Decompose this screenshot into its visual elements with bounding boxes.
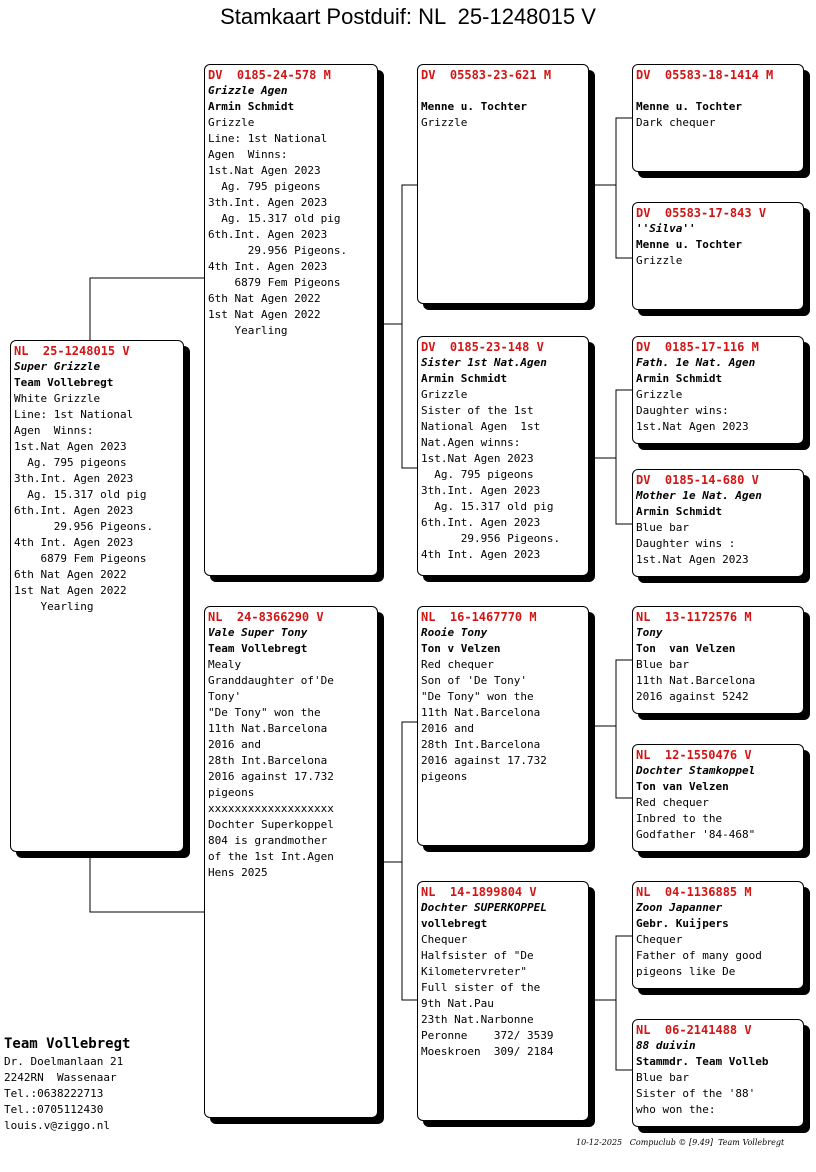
info-line: 11th Nat.Barcelona bbox=[421, 706, 541, 719]
breeder-name: Menne u. Tochter bbox=[636, 238, 742, 251]
info-line: Agen Winns: bbox=[14, 424, 94, 437]
pedigree-card-mf[interactable] bbox=[417, 606, 589, 846]
pigeon-name: Super Grizzle bbox=[14, 360, 101, 373]
info-line: Blue bar bbox=[636, 521, 689, 534]
info-line: who won the: bbox=[636, 1103, 716, 1116]
info-line: 6th Nat Agen 2022 bbox=[14, 568, 127, 581]
info-line: pigeons like De bbox=[636, 965, 736, 978]
info-line: 6th.Int. Agen 2023 bbox=[421, 516, 541, 529]
ring-number: NL 13-1172576 M bbox=[636, 610, 752, 624]
connector-ff-fff bbox=[590, 118, 632, 185]
info-line: Nat.Agen winns: bbox=[421, 436, 521, 449]
pedigree-card-mff[interactable] bbox=[632, 606, 804, 714]
info-line: of the 1st Int.Agen bbox=[208, 850, 334, 863]
page-title: Stamkaart Postduif: NL 25-1248015 V bbox=[220, 4, 596, 29]
info-line: 1st.Nat Agen 2023 bbox=[636, 420, 749, 433]
connector-mf-mff bbox=[590, 660, 632, 726]
info-line: Full sister of the bbox=[421, 981, 541, 994]
owner-name: Team Vollebregt bbox=[4, 1036, 131, 1052]
owner-block bbox=[4, 1034, 130, 1134]
info-line: Blue bar bbox=[636, 658, 689, 671]
info-line: 4th Int. Agen 2023 bbox=[421, 548, 541, 561]
pedigree-card-father[interactable] bbox=[204, 64, 378, 576]
owner-address: Dr. Doelmanlaan 21 bbox=[4, 1055, 124, 1068]
info-line: Chequer bbox=[636, 933, 683, 946]
info-line: Halfsister of "De bbox=[421, 949, 534, 962]
ring-number: DV 05583-23-621 M bbox=[421, 68, 552, 82]
ring-number: DV 0185-23-148 V bbox=[421, 340, 544, 354]
breeder-name: vollebregt bbox=[421, 917, 488, 930]
pigeon-name: Zoon Japanner bbox=[636, 901, 723, 914]
info-line: Chequer bbox=[421, 933, 468, 946]
info-line: 29.956 Pigeons. bbox=[14, 520, 154, 533]
breeder-name: Ton v Velzen bbox=[421, 642, 501, 655]
info-line: Line: 1st National bbox=[208, 132, 328, 145]
info-line: 6879 Fem Pigeons bbox=[208, 276, 341, 289]
info-line: Grizzle bbox=[421, 116, 468, 129]
pigeon-name: ''Silva'' bbox=[636, 222, 696, 235]
info-line: Inbred to the bbox=[636, 812, 723, 825]
info-line: Ag. 15.317 old pig bbox=[421, 500, 554, 513]
info-line: Daughter wins: bbox=[636, 404, 729, 417]
info-line: 2016 against 17.732 bbox=[208, 770, 334, 783]
breeder-name: Armin Schmidt bbox=[636, 372, 723, 385]
pedigree-card-mmm[interactable] bbox=[632, 1019, 804, 1127]
info-line: Ag. 15.317 old pig bbox=[14, 488, 147, 501]
info-line: 804 is grandmother bbox=[208, 834, 328, 847]
breeder-name: Ton van Velzen bbox=[636, 642, 736, 655]
info-line: 4th Int. Agen 2023 bbox=[14, 536, 134, 549]
info-line: Grizzle bbox=[636, 388, 683, 401]
info-line: 11th Nat.Barcelona bbox=[636, 674, 756, 687]
pedigree-card-mm[interactable] bbox=[417, 881, 589, 1121]
info-line: Sister of the '88' bbox=[636, 1087, 756, 1100]
info-line: 4th Int. Agen 2023 bbox=[208, 260, 328, 273]
info-line: "De Tony" won the bbox=[421, 690, 534, 703]
pedigree-card-subject[interactable] bbox=[10, 340, 184, 852]
connector-fm-fmf bbox=[590, 390, 632, 458]
connector-subject-mother bbox=[90, 856, 204, 912]
info-line: Red chequer bbox=[421, 658, 494, 671]
info-line: 6879 Fem Pigeons bbox=[14, 552, 147, 565]
info-line: Mealy bbox=[208, 658, 242, 671]
info-line: 9th Nat.Pau bbox=[421, 997, 494, 1010]
info-line: 2016 against 17.732 bbox=[421, 754, 547, 767]
info-line: 6th.Int. Agen 2023 bbox=[208, 228, 328, 241]
info-line: 23th Nat.Narbonne bbox=[421, 1013, 534, 1026]
ring-number: DV 0185-14-680 V bbox=[636, 473, 759, 487]
connector-mm-mmf bbox=[590, 936, 632, 1000]
ring-number: DV 0185-17-116 M bbox=[636, 340, 759, 354]
info-line: 6th.Int. Agen 2023 bbox=[14, 504, 134, 517]
info-line: 2016 and bbox=[421, 722, 474, 735]
info-line: 2016 against 5242 bbox=[636, 690, 749, 703]
breeder-name: Armin Schmidt bbox=[636, 505, 723, 518]
pigeon-name: 88 duivin bbox=[636, 1039, 696, 1052]
footer-print-info: 10-12-2025 Compuclub © [9.49] Team Vollebregt bbox=[576, 1138, 785, 1147]
info-line: Father of many good bbox=[636, 949, 762, 962]
connector-mother-mf bbox=[380, 722, 417, 862]
owner-phone-2: Tel.:0705112430 bbox=[4, 1103, 104, 1116]
pedigree-card-fff[interactable] bbox=[632, 64, 804, 172]
info-line: Red chequer bbox=[636, 796, 709, 809]
info-line: Daughter wins : bbox=[636, 537, 736, 550]
info-line: Yearling bbox=[14, 600, 94, 613]
pedigree-card-fmm[interactable] bbox=[632, 469, 804, 577]
info-line: Moeskroen 309/ 2184 bbox=[421, 1045, 554, 1058]
connector-father-fm bbox=[402, 324, 417, 468]
info-line: Kilometervreter" bbox=[421, 965, 527, 978]
info-line: pigeons bbox=[421, 770, 468, 783]
info-line: Ag. 15.317 old pig bbox=[208, 212, 341, 225]
connector-subject-father bbox=[90, 278, 204, 340]
info-line: 1st Nat Agen 2022 bbox=[208, 308, 321, 321]
pedigree-card-fm[interactable] bbox=[417, 336, 589, 576]
info-line: Grizzle bbox=[421, 388, 468, 401]
pedigree-card-mmf[interactable] bbox=[632, 881, 804, 989]
info-line: 6th Nat Agen 2022 bbox=[208, 292, 321, 305]
breeder-name: Team Vollebregt bbox=[208, 642, 308, 655]
pedigree-card-ff[interactable] bbox=[417, 64, 589, 304]
info-line: Grizzle bbox=[636, 254, 683, 267]
info-line: 1st.Nat Agen 2023 bbox=[14, 440, 127, 453]
info-line: 29.956 Pigeons. bbox=[208, 244, 348, 257]
info-line: "De Tony" won the bbox=[208, 706, 321, 719]
info-line: Granddaughter of'De bbox=[208, 674, 334, 687]
info-line: Dark chequer bbox=[636, 116, 716, 129]
pigeon-name: Grizzle Agen bbox=[208, 84, 288, 97]
info-line: National Agen 1st bbox=[421, 420, 541, 433]
pedigree-card-fmf[interactable] bbox=[632, 336, 804, 444]
breeder-name: Stammdr. Team Volleb bbox=[636, 1055, 769, 1068]
connector-father-ff bbox=[380, 185, 417, 324]
ring-number: DV 05583-17-843 V bbox=[636, 206, 767, 220]
pigeon-name bbox=[421, 83, 585, 99]
info-line: 2016 and bbox=[208, 738, 261, 751]
info-line: 11th Nat.Barcelona bbox=[208, 722, 328, 735]
info-line: 1st.Nat Agen 2023 bbox=[636, 553, 749, 566]
pigeon-name: Fath. 1e Nat. Agen bbox=[636, 356, 756, 369]
info-line: 29.956 Pigeons. bbox=[421, 532, 561, 545]
connector-mf-mfm bbox=[616, 726, 632, 798]
info-line: Agen Winns: bbox=[208, 148, 288, 161]
pigeon-name: Mother 1e Nat. Agen bbox=[636, 489, 762, 502]
info-line: Peronne 372/ 3539 bbox=[421, 1029, 554, 1042]
pedigree-card-mfm[interactable] bbox=[632, 744, 804, 852]
info-line: 28th Int.Barcelona bbox=[208, 754, 328, 767]
owner-postcode: 2242RN Wassenaar bbox=[4, 1071, 117, 1084]
breeder-name: Armin Schmidt bbox=[421, 372, 508, 385]
breeder-name: Menne u. Tochter bbox=[636, 100, 742, 113]
connector-fm-fmm bbox=[616, 458, 632, 524]
info-line: Ag. 795 pigeons bbox=[421, 468, 534, 481]
info-line: 3th.Int. Agen 2023 bbox=[208, 196, 328, 209]
ring-number: NL 25-1248015 V bbox=[14, 344, 130, 358]
breeder-name: Menne u. Tochter bbox=[421, 100, 527, 113]
info-line: Ag. 795 pigeons bbox=[208, 180, 321, 193]
pigeon-name bbox=[636, 83, 800, 99]
info-line: Yearling bbox=[208, 324, 288, 337]
info-line: Ag. 795 pigeons bbox=[14, 456, 127, 469]
owner-phone-1: Tel.:0638222713 bbox=[4, 1087, 104, 1100]
pigeon-name: Sister 1st Nat.Agen bbox=[421, 356, 547, 369]
pedigree-card-mother[interactable] bbox=[204, 606, 378, 1118]
info-line: 1st.Nat Agen 2023 bbox=[421, 452, 534, 465]
breeder-name: Ton van Velzen bbox=[636, 780, 729, 793]
info-line: Dochter Superkoppel bbox=[208, 818, 334, 831]
connector-mother-mm bbox=[402, 862, 417, 1000]
info-line: Godfather '84-468" bbox=[636, 828, 756, 841]
info-line: Grizzle bbox=[208, 116, 255, 129]
ring-number: NL 12-1550476 V bbox=[636, 748, 752, 762]
info-line: Hens 2025 bbox=[208, 866, 268, 879]
ring-number: NL 14-1899804 V bbox=[421, 885, 537, 899]
info-line: 3th.Int. Agen 2023 bbox=[14, 472, 134, 485]
pigeon-name: Tony bbox=[636, 626, 663, 639]
info-line: Sister of the 1st bbox=[421, 404, 534, 417]
ring-number: NL 24-8366290 V bbox=[208, 610, 324, 624]
info-line: Son of 'De Tony' bbox=[421, 674, 527, 687]
breeder-name: Armin Schmidt bbox=[208, 100, 295, 113]
info-line: 1st Nat Agen 2022 bbox=[14, 584, 127, 597]
connector-mm-mmm bbox=[616, 1000, 632, 1070]
breeder-name: Gebr. Kuijpers bbox=[636, 917, 729, 930]
info-line: 1st.Nat Agen 2023 bbox=[208, 164, 321, 177]
ring-number: NL 16-1467770 M bbox=[421, 610, 537, 624]
info-line: Blue bar bbox=[636, 1071, 689, 1084]
info-line: 28th Int.Barcelona bbox=[421, 738, 541, 751]
pedigree-card-ffm[interactable] bbox=[632, 202, 804, 310]
owner-email: louis.v@ziggo.nl bbox=[4, 1119, 110, 1132]
breeder-name: Team Vollebregt bbox=[14, 376, 114, 389]
info-line: White Grizzle bbox=[14, 392, 101, 405]
info-line: xxxxxxxxxxxxxxxxxxx bbox=[208, 802, 334, 815]
pigeon-name: Dochter Stamkoppel bbox=[636, 764, 756, 777]
ring-number: DV 05583-18-1414 M bbox=[636, 68, 774, 82]
info-line: 3th.Int. Agen 2023 bbox=[421, 484, 541, 497]
ring-number: NL 04-1136885 M bbox=[636, 885, 752, 899]
ring-number: DV 0185-24-578 M bbox=[208, 68, 331, 82]
pigeon-name: Vale Super Tony bbox=[208, 626, 308, 639]
ring-number: NL 06-2141488 V bbox=[636, 1023, 752, 1037]
info-line: Line: 1st National bbox=[14, 408, 134, 421]
pigeon-name: Dochter SUPERKOPPEL bbox=[421, 901, 547, 914]
connector-ff-ffm bbox=[616, 185, 632, 258]
info-line: pigeons bbox=[208, 786, 255, 799]
pigeon-name: Rooie Tony bbox=[421, 626, 488, 639]
info-line: Tony' bbox=[208, 690, 242, 703]
